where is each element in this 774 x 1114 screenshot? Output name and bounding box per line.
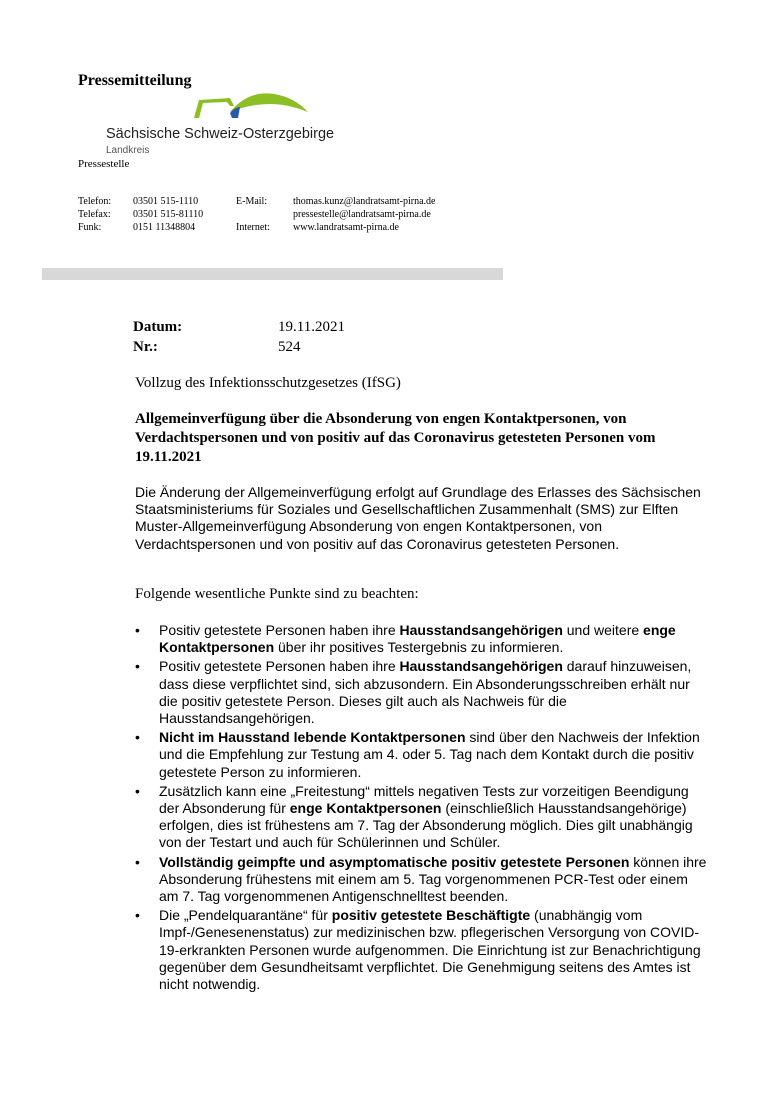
bullet-icon: • [135, 782, 140, 799]
department-label: Pressestelle [78, 158, 130, 170]
key-point-item [135, 907, 710, 993]
emphasis-text: Hausstandsangehörigen [399, 658, 563, 675]
logo-green-arch [194, 98, 234, 118]
doc-kind-heading: Pressemitteilung [78, 72, 192, 89]
point-text: (einschließlich Hausstandsangehörige) erfolgen, dies ist frühestens am 7. Tag der Absonderung möglich. Dies gilt unabhängig von der Testart und auch für Schülerinnen und Schüler. [159, 800, 693, 851]
key-point-item [135, 783, 710, 852]
key-point-item [135, 729, 710, 781]
contact-values-right [293, 195, 436, 234]
contact-labels-right [236, 195, 270, 234]
point-text: (unabhängig vom Impf-/Genesenenstatus) zur medizinischen bzw. pflegerischen Versorgung von COVID-19-erkrankten Personen wurde aufgenommen. Die Einrichtung ist zur Benachrichtigung gegenüber dem Gesundheitsamt verpflichtet. Die Genehmigung seitens des Amtes ist nicht notwendig. [159, 907, 701, 993]
emphasis-text: positiv getestete Beschäftigte [331, 907, 531, 924]
internet-label: Internet: [236, 222, 270, 233]
point-text: sind über den Nachweis der Infektion und die Empfehlung zur Testung am 4. oder 5. Tag nach dem Kontakt durch die positiv getestete Person zu informieren. [159, 729, 700, 780]
point-text: über ihr positives Testergebnis zu informieren. [274, 639, 564, 656]
emphasis-text: enge Kontaktpersonen [289, 800, 442, 817]
point-text: Die „Pendelquarantäne“ für [159, 907, 332, 924]
bullet-icon: • [135, 622, 140, 638]
logo-blue-shape [230, 107, 240, 118]
key-points-list [135, 622, 710, 995]
press-email-value[interactable]: pressestelle@landratsamt-pirna.de [293, 209, 431, 220]
district-logo-icon [190, 92, 314, 126]
mobile-value: 0151 11348804 [133, 222, 196, 233]
date-label: Datum: [133, 319, 183, 335]
point-text: Zusätzlich kann eine „Freitestung“ mittels negativen Tests zur vorzeitigen Beendigung der Absonderung für [159, 782, 689, 817]
org-subtitle: Landkreis [106, 145, 150, 156]
logo-green-hill [230, 93, 308, 112]
emphasis-text: Vollständig geimpfte und asymptomatische positiv getestete Personen [159, 853, 630, 870]
point-text: können ihre Absonderung frühestens mit einem am 5. Tag vorgenommenen PCR-Test oder einem am 7. Tag vorgenommenen Antigenschnelltest beenden. [159, 853, 707, 905]
fax-label: Telefax: [78, 209, 111, 220]
date-value: 19.11.2021 [278, 319, 345, 335]
points-lead: Folgende wesentliche Punkte sind zu beachten: [135, 586, 419, 602]
key-point-item [135, 658, 710, 727]
bullet-icon: • [135, 658, 140, 675]
release-title: Allgemeinverfügung über die Absonderung von engen Kontaktpersonen, von Verdachtspersonen und von positiv auf das Coronavirus getesteten Personen vom 19.11.2021 [135, 411, 656, 465]
bullet-icon: • [135, 853, 140, 870]
email-label: E-Mail: [236, 196, 268, 207]
fax-value: 03501 515-81110 [133, 209, 204, 220]
point-text: darauf hinzuweisen, dass diese verpflichtet sind, sich abzusondern. Ein Absonderungsschreiben erhält nur die positiv getestete Person. Dieses gilt auch als Nachweis für die Hausstandsangehörigen. [159, 658, 692, 727]
org-name: Sächsische Schweiz-Osterzgebirge [106, 126, 335, 142]
header-divider [42, 268, 503, 280]
contact-values-left [133, 195, 203, 234]
key-point-item [135, 854, 710, 906]
contact-labels-left [78, 195, 111, 234]
emphasis-text: Hausstandsangehörigen [399, 622, 563, 638]
website-value[interactable]: www.landratsamt-pirna.de [293, 222, 399, 233]
phone-value: 03501 515-1110 [133, 196, 199, 207]
number-value: 524 [278, 339, 301, 355]
email-value[interactable]: thomas.kunz@landratsamt-pirna.de [293, 196, 436, 207]
emphasis-text: Nicht im Hausstand lebende Kontaktpersonen [159, 729, 466, 746]
point-text: Positiv getestete Personen haben ihre [159, 622, 400, 638]
point-text: und weitere [562, 622, 644, 638]
number-label: Nr.: [133, 339, 158, 355]
emphasis-text: enge Kontaktpersonen [159, 622, 676, 656]
subject-line: Vollzug des Infektionsschutzgesetzes (IfSG) [135, 375, 401, 391]
email-label-blank [236, 208, 270, 221]
mobile-label: Funk: [78, 222, 102, 233]
key-point-item [135, 622, 710, 656]
bullet-icon: • [135, 729, 140, 746]
phone-label: Telefon: [78, 196, 112, 207]
intro-paragraph: Die Änderung der Allgemeinverfügung erfolgt auf Grundlage des Erlasses des Sächsischen Staatsministeriums für Soziales und Gesellschaftlichen Zusammenhalt (SMS) zur Elften Muster-Allgemeinverfügung Absonderung von engen Kontaktpersonen, von Verdachtspersonen und von positiv auf das Coronavirus getesteten Personen. [135, 484, 701, 552]
point-text: Positiv getestete Personen haben ihre [159, 658, 400, 675]
bullet-icon: • [135, 907, 140, 924]
